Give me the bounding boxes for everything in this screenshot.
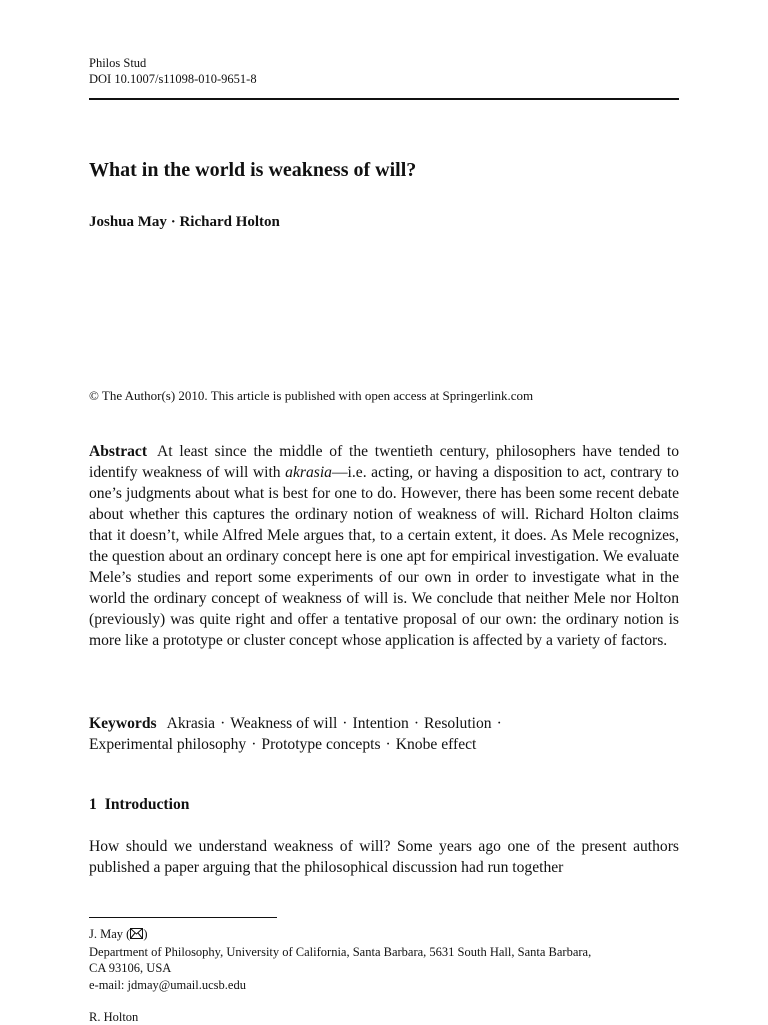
author-holton: Richard Holton (179, 214, 280, 230)
footnote-author: J. May (89, 927, 124, 941)
footnote-rule (89, 917, 277, 918)
keyword-separator: · (385, 736, 391, 753)
keyword: Weakness of will (230, 715, 338, 732)
keywords-label: Keywords (89, 715, 157, 732)
keyword: Knobe effect (395, 736, 477, 753)
keyword-separator: · (220, 715, 226, 732)
journal-name: Philos Stud (89, 56, 147, 70)
copyright-notice: © The Author(s) 2010. This article is published with open access at Springerlink.com (89, 388, 534, 403)
section-title: Introduction (104, 796, 190, 813)
keywords (89, 713, 679, 755)
footnote-author-line: J. May ( ) (89, 926, 689, 944)
journal-header (89, 55, 257, 87)
abstract (89, 441, 679, 651)
footnote-affiliation-2: CA 93106, USA (89, 961, 172, 975)
doi: DOI 10.1007/s11098-010-9651-8 (89, 72, 257, 86)
abstract-text-start: At least since the middle of the twentieth century, philosophers have tended to identify weakness of will with (89, 443, 679, 481)
keyword-separator: · (251, 736, 257, 753)
author-separator: · (170, 214, 176, 230)
keyword: Experimental philosophy (89, 736, 247, 753)
paper-title: What in the world is weakness of will? (89, 159, 417, 181)
abstract-italic-term: akrasia (285, 464, 332, 481)
keyword-separator: · (342, 715, 348, 732)
keyword: Prototype concepts (261, 736, 381, 753)
keyword: Akrasia (166, 715, 216, 732)
keyword-separator: · (413, 715, 420, 732)
abstract-label: Abstract (89, 443, 148, 460)
keyword: Resolution (424, 715, 492, 732)
intro-paragraph: How should we understand weakness of will? Some years ago one of the present authors published a paper arguing that the philosophical discussion had run together (89, 838, 679, 876)
keyword: Intention (352, 715, 409, 732)
envelope-icon (130, 927, 143, 944)
keyword-separator: · (496, 715, 502, 732)
author-footnote (89, 926, 689, 993)
footnote-second-author: R. Holton (89, 1010, 139, 1024)
footnote-email: e-mail: jdmay@umail.ucsb.edu (89, 977, 246, 992)
author-list (89, 212, 280, 232)
footnote-affiliation-1: Department of Philosophy, University of California, Santa Barbara, 5631 South Hall, Santa Barbara, (89, 944, 592, 959)
section-heading (89, 795, 189, 815)
section-number: 1 (89, 796, 97, 813)
header-rule (89, 98, 679, 100)
abstract-text-end: —i.e. acting, or having a disposition to act, contrary to one’s judgments about what is best for one to do. However, there has been some recent debate about whether this captures the ordinary notion of weakness of will. Richard Holton claims that it doesn’t, while Alfred Mele argues that, to a certain extent, it does. As Mele recognizes, the question about an ordinary concept here is one apt for empirical investigation. We evaluate Mele’s studies and report some experiments of our own in order to investigate what in the world the ordinary concept of weakness of will is. We conclude that neither Mele nor Holton (previously) was quite right and offer a tentative proposal of our own: the ordinary notion is more like a prototype or cluster concept whose application is affected by a variety of factors. (89, 464, 679, 649)
author-may: Joshua May (89, 214, 167, 230)
